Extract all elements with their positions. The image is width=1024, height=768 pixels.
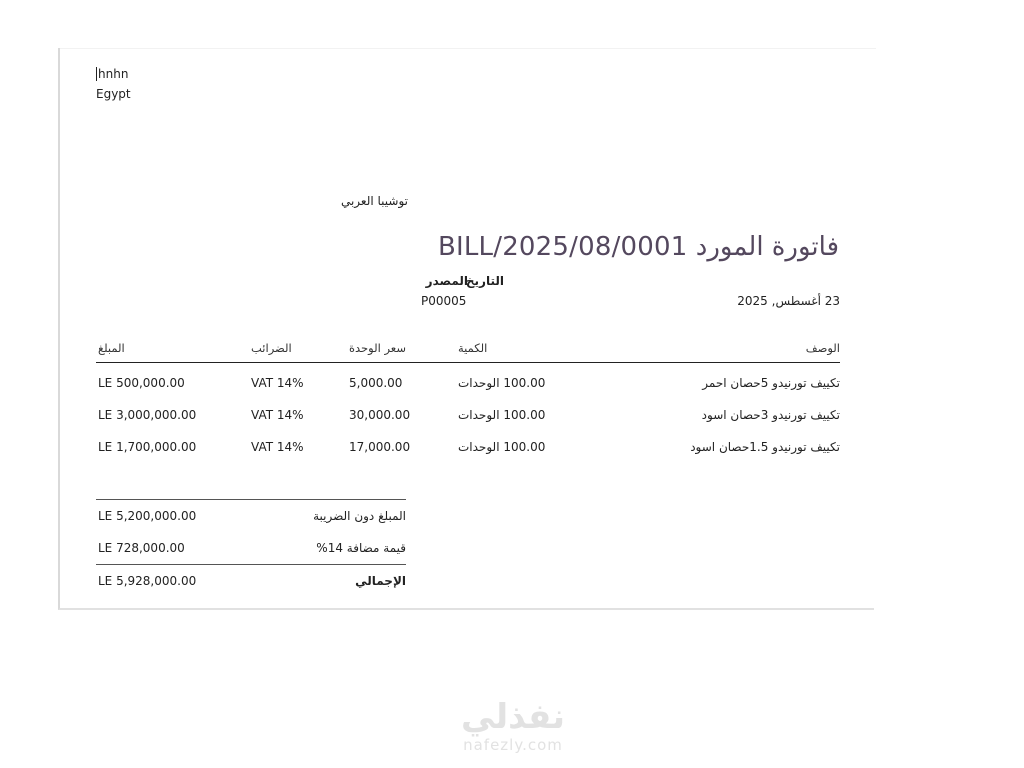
vat-value: LE 728,000.00 [98,541,185,555]
watermark-latin: nafezly.com [463,736,563,754]
row-taxes: VAT 14% [251,408,304,422]
header-unit-price: سعر الوحدة [349,341,406,355]
invoice-page [58,48,874,610]
table-row [96,367,840,399]
row-amount: LE 3,000,000.00 [98,408,197,422]
row-quantity: 100.00 الوحدات [458,376,546,390]
total-label: الإجمالي [355,574,406,588]
address-name-line[interactable] [96,64,131,84]
header-taxes: الضرائب [251,341,292,355]
untaxed-label: المبلغ دون الضريبة [313,509,406,523]
address-name[interactable]: hnhn [98,67,129,81]
table-header [96,334,840,363]
header-quantity: الكمية [458,341,488,355]
row-amount: LE 500,000.00 [98,376,185,390]
source-value: P00005 [421,294,467,308]
row-amount: LE 1,700,000.00 [98,440,197,454]
table-row [96,431,840,463]
watermark-arabic: نفذلي [460,697,566,737]
row-description: تكييف تورنيدو 3حصان اسود [701,408,840,422]
row-taxes: VAT 14% [251,440,304,454]
untaxed-row [96,499,406,532]
text-cursor [96,67,97,81]
source-label: المصدر [425,274,468,288]
vat-row [96,532,406,564]
row-quantity: 100.00 الوحدات [458,440,546,454]
header-description: الوصف [805,341,840,355]
row-unit-price: 30,000.00 [349,408,411,422]
total-row [96,564,406,597]
vendor-name: توشيبا العربي [340,194,408,208]
page-top-border [60,48,876,49]
row-description: تكييف تورنيدو 5حصان احمر [702,376,840,390]
untaxed-value: LE 5,200,000.00 [98,509,197,523]
row-unit-price: 17,000.00 [349,440,411,454]
row-description: تكييف تورنيدو 1.5حصان اسود [690,440,840,454]
date-value: 23 أغسطس, 2025 [737,294,840,308]
address-country: Egypt [96,87,131,101]
row-unit-price: 5,000.00 [349,376,403,390]
table-row [96,399,840,431]
bill-title: فاتورة المورد BILL/2025/08/0001 [437,232,839,262]
date-label: التاريخ [465,274,504,288]
row-quantity: 100.00 الوحدات [458,408,546,422]
vat-label: قيمة مضافة 14% [316,541,406,555]
header-amount: المبلغ [98,341,125,355]
customer-address [96,64,131,104]
totals-block [96,499,406,597]
row-taxes: VAT 14% [251,376,304,390]
total-value: LE 5,928,000.00 [98,574,197,588]
invoice-lines-table [96,334,840,463]
nafezly-watermark [448,698,578,754]
